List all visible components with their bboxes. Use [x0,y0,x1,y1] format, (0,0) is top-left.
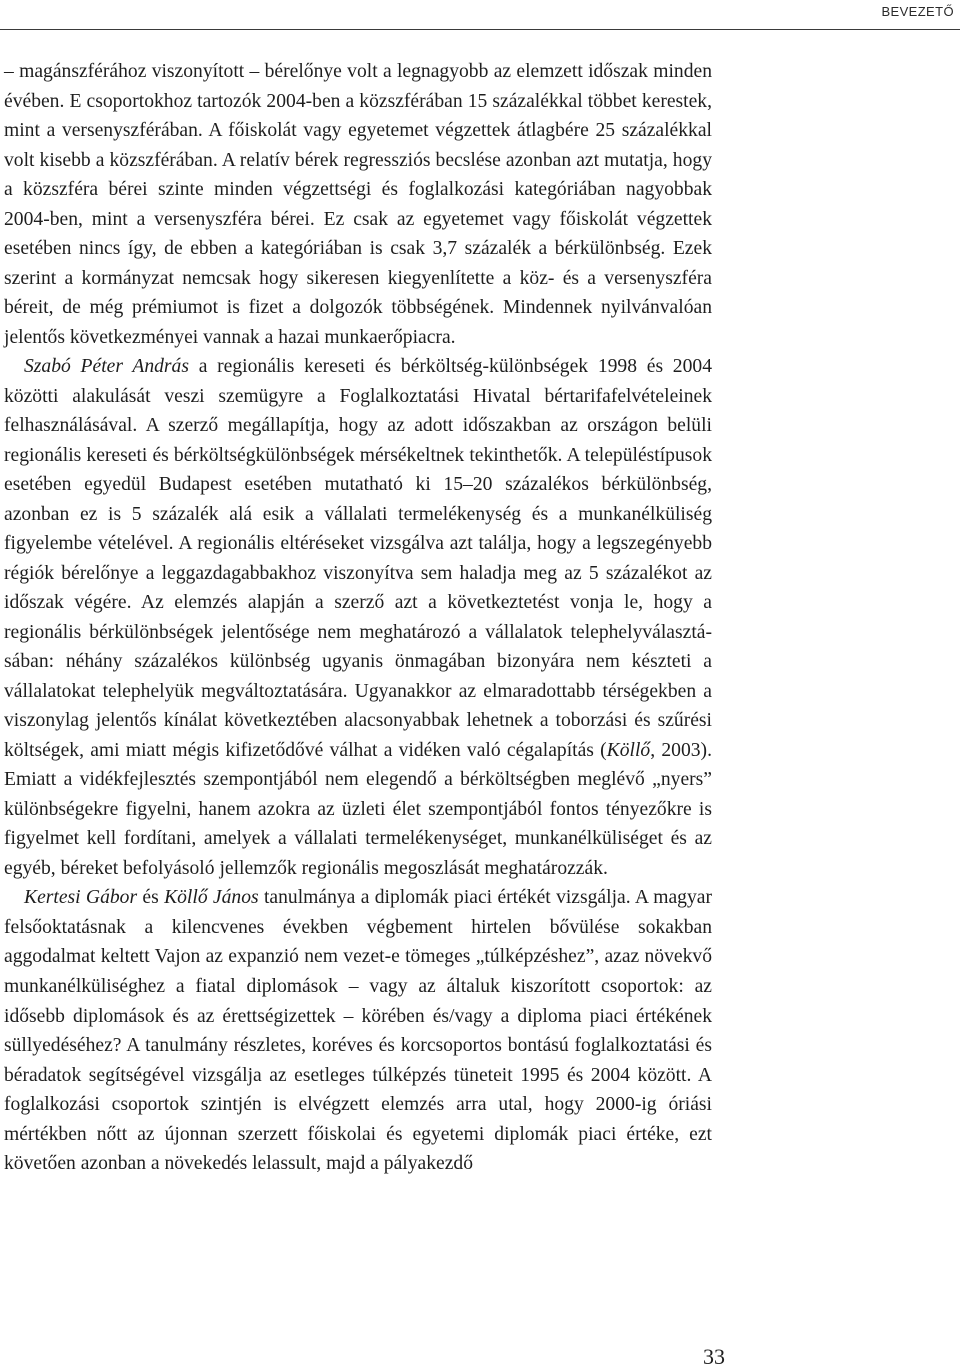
page-number: 33 [703,1344,725,1369]
author-name: Szabó Péter András [24,356,189,378]
text-segment: a regionális kereseti és bérköltség-különbségek 1998 és 2004 közötti alakulását veszi szemügyre a Foglalkoztatási Hivatal bértarifafelvételeinek felhasználásával. A szerző megállapítja, hogy az adott időszakban az országon belüli regionális kereseti és bérköltségkülönbségek mérsékeltnek tekinthetők. A településtípusok esetében egyedül Budapest esetében mutatható ki 15–20 százalékos bérkülönbség, azonban ez is 5 százalék alá esik a vállalati termelékenység és a munkanélküliség figyelembe vételével. A regionális eltéréseket vizsgálva azt találja, hogy a legszegényebb régiók bérelőnye a leggazdagabbakhoz viszonyítva sem haladja meg az 5 százalékot az időszak végére. Az elemzés alapján a szerző azt a következtetést vonja le, hogy a regionális bérkülönbségek jelentősége nem meghatározó a vállalatok telephelyválasztásában: néhány százalékos különbség ugyanis önmagában bizonyára nem készteti a vállalatokat telephelyük megváltoztatására. Ugyanakkor az elmaradottabb térségekben a viszonylag jelentős kínálat következtében alacsonyabbak lehetnek a toborzási és szűrési költségek, ami miatt mégis kifizetődővé válhat a vidéken való cégalapítás ( [4,356,712,761]
body-text [4,57,712,1179]
paragraph-1 [4,57,712,352]
citation-author: Köllő [606,739,651,761]
text-segment: és [137,887,165,909]
running-header: BEVEZETŐ [881,4,954,19]
text-segment: tanulmánya a diplomák piaci értékét vizsgálja. A magyar felsőoktatásnak a kilencvenes években végbement hirtelen bővülése sokakban aggodalmat keltett Vajon az expanzió nem vezet-e tömeges „túlképzéshez”, azaz növekvő munkanélküliséghez a fiatal diplomások – vagy az általuk kiszorított csoportok: az idősebb diplomások és az érettségizettek – körében és/vagy a diploma piaci értékének süllyedéséhez? A tanulmány részletes, koréves és korcsoportos bontású foglalkoztatási és béradatok segítségével vizsgálja az esetleges túlképzés tüneteit 1995 és 2004 között. A foglalkozási csoportok szintjén is elvégzett elemzés arra utal, hogy 2000-ig óriási mértékben nőtt az újonnan szerzett főiskolai és egyetemi diplomák piaci értéke, ezt követően azonban a növekedés lelassult, majd a pályakezdő [4,887,712,1175]
author-name: Kertesi Gábor [24,887,138,909]
header-rule [0,29,960,30]
text-segment: – magánszférához viszonyított – bérelőnye volt a legnagyobb az elemzett időszak minden évében. E csoportokhoz tartozók 2004-ben a közszférában 15 százalékkal többet kerestek, mint a versenyszférában. A főiskolát vagy egyetemet végzettek átlagbére 25 százalékkal volt kisebb a közszférában. A relatív bérek regressziós becslése azonban azt mutatja, hogy a közszféra bérei szinte minden végzettségi és foglalkozási kategóriában nagyobbak 2004-ben, mint a versenyszféra bérei. Ez csak az egyetemet vagy főiskolát végzettek esetében nincs így, de ebben a kategóriában is csak 3,7 százalék a bérkülönbség. Ezek szerint a kormányzat nemcsak hogy sikeresen kiegyenlítette a köz- és a versenyszféra béreit, de még prémiumot is fizet a dolgozók többségének. Mindennek nyilvánvalóan jelentős következményei vannak a hazai munkaerőpiacra. [4,61,712,348]
paragraph-3 [4,883,712,1178]
paragraph-2 [4,352,712,883]
text-segment: , 2003). Emiatt a vidékfejlesztés szempontjából nem elegendő a bérköltségben meglévő „nyers” különbségekre figyelni, hanem azokra az üzleti élet szempontjából fontos tényezőkre is figyelmet kell fordítani, amelyek a vállalati termelékenységet, munkanélküliséget és az egyéb, béreket befolyásoló jellemzők regionális megoszlását meghatározzák. [4,739,712,879]
author-name: Köllő János [164,887,259,909]
